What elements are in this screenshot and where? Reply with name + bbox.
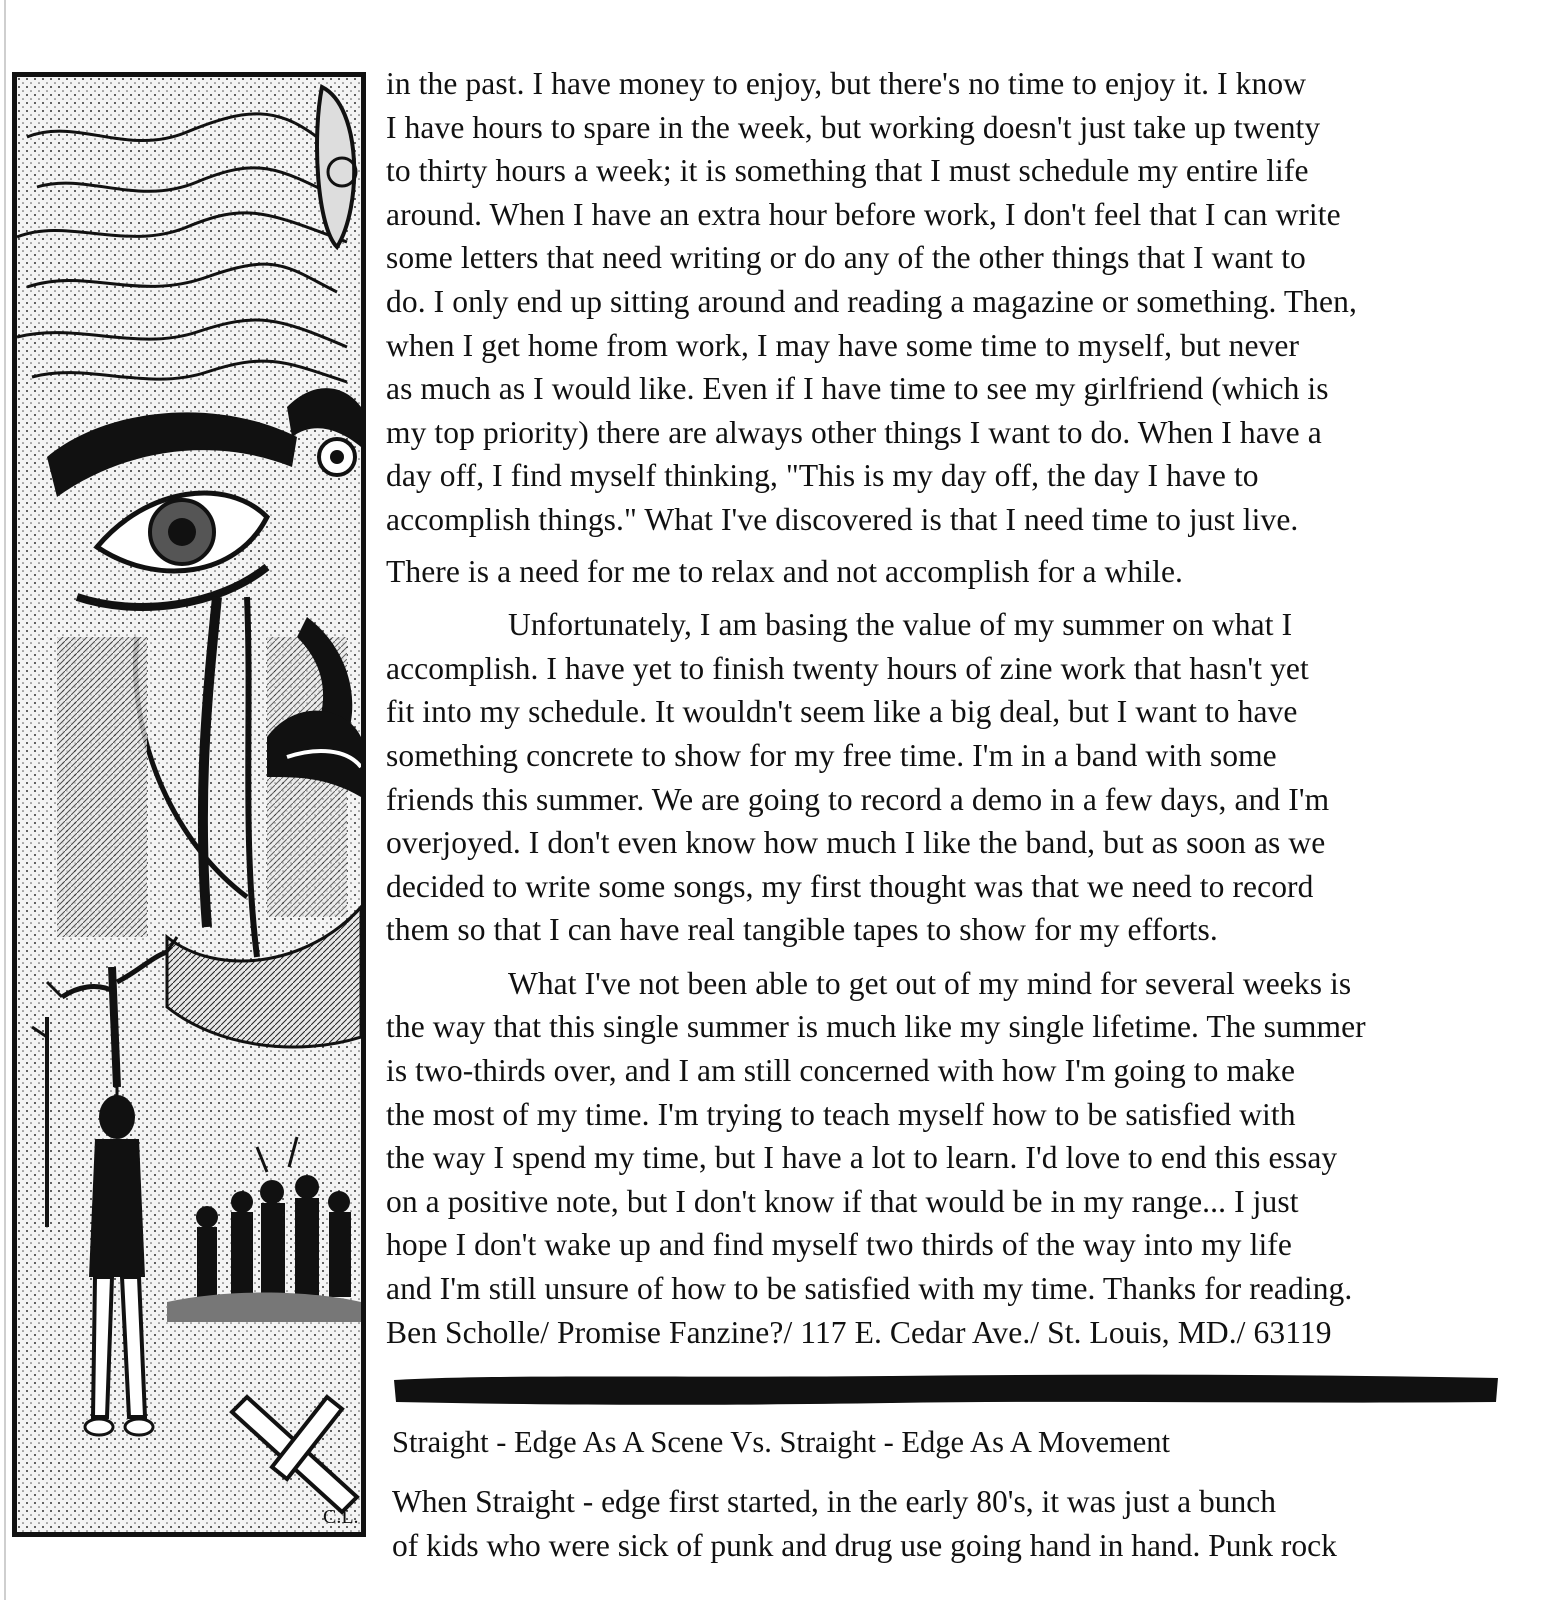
crying-face-illustration: [17, 77, 361, 1532]
text-line: around. When I have an extra hour before work, I don't feel that I can write: [386, 196, 1341, 232]
text-line: is two-thirds over, and I am still concerned with how I'm going to make: [386, 1053, 1296, 1089]
text-line: some letters that need writing or do any of the other things that I want to: [386, 240, 1306, 276]
text-line: to thirty hours a week; it is something that I must schedule my entire life: [386, 153, 1309, 189]
text-line: accomplish things." What I've discovered is that I need time to just live.: [386, 501, 1299, 537]
text-line: on a positive note, but I don't know if that would be in my range... I just: [386, 1183, 1299, 1219]
next-article-body: [392, 1480, 1337, 1567]
text-line: the most of my time. I'm trying to teach myself how to be satisfied with: [386, 1096, 1296, 1132]
text-line: do. I only end up sitting around and reading a magazine or something. Then,: [386, 283, 1357, 319]
brush-divider: [392, 1372, 1500, 1406]
text-line: and I'm still unsure of how to be satisfied with my time. Thanks for reading.: [386, 1271, 1353, 1307]
paragraph-1: [386, 62, 1506, 593]
illustration-panel: [12, 72, 366, 1537]
author-signature: Ben Scholle/ Promise Fanzine?/ 117 E. Cedar Ave./ St. Louis, MD./ 63119: [386, 1314, 1332, 1350]
text-line: decided to write some songs, my first thought was that we need to record: [386, 868, 1314, 904]
paragraph-3: [386, 962, 1506, 1354]
next-article-title: Straight - Edge As A Scene Vs. Straight - Edge As A Movement: [392, 1425, 1170, 1459]
text-line: When Straight - edge first started, in the early 80's, it was just a bunch: [392, 1484, 1276, 1519]
text-line: hope I don't wake up and find myself two thirds of the way into my life: [386, 1227, 1292, 1263]
text-line: when I get home from work, I may have some time to myself, but never: [386, 327, 1300, 363]
text-line: Unfortunately, I am basing the value of my summer on what I: [508, 607, 1293, 643]
text-line: in the past. I have money to enjoy, but there's no time to enjoy it. I know: [386, 66, 1307, 101]
text-line: the way that this single summer is much like my single lifetime. The summer: [386, 1009, 1366, 1045]
text-line: friends this summer. We are going to record a demo in a few days, and I'm: [386, 781, 1330, 817]
text-line: my top priority) there are always other things I want to do. When I have a: [386, 414, 1322, 450]
article-body: [386, 62, 1506, 1354]
text-line: as much as I would like. Even if I have time to see my girlfriend (which is: [386, 371, 1329, 407]
page-fold-line: [4, 0, 6, 1600]
text-line: of kids who were sick of punk and drug use going hand in hand. Punk rock: [392, 1527, 1337, 1563]
text-line: What I've not been able to get out of my mind for several weeks is: [508, 965, 1352, 1001]
text-line: day off, I find myself thinking, "This is my day off, the day I have to: [386, 458, 1259, 494]
text-line: fit into my schedule. It wouldn't seem like a big deal, but I want to have: [386, 694, 1298, 730]
text-line: accomplish. I have yet to finish twenty hours of zine work that hasn't yet: [386, 650, 1309, 686]
text-line: I have hours to spare in the week, but working doesn't just take up twenty: [386, 109, 1321, 145]
text-line: There is a need for me to relax and not accomplish for a while.: [386, 553, 1183, 589]
paragraph-2: [386, 603, 1506, 952]
text-line: something concrete to show for my free time. I'm in a band with some: [386, 737, 1277, 773]
text-line: the way I spend my time, but I have a lot to learn. I'd love to end this essay: [386, 1140, 1338, 1176]
artist-signature: C.L.: [323, 1506, 359, 1528]
text-line: overjoyed. I don't even know how much I like the band, but as soon as we: [386, 825, 1326, 861]
text-line: them so that I can have real tangible tapes to show for my efforts.: [386, 912, 1218, 948]
